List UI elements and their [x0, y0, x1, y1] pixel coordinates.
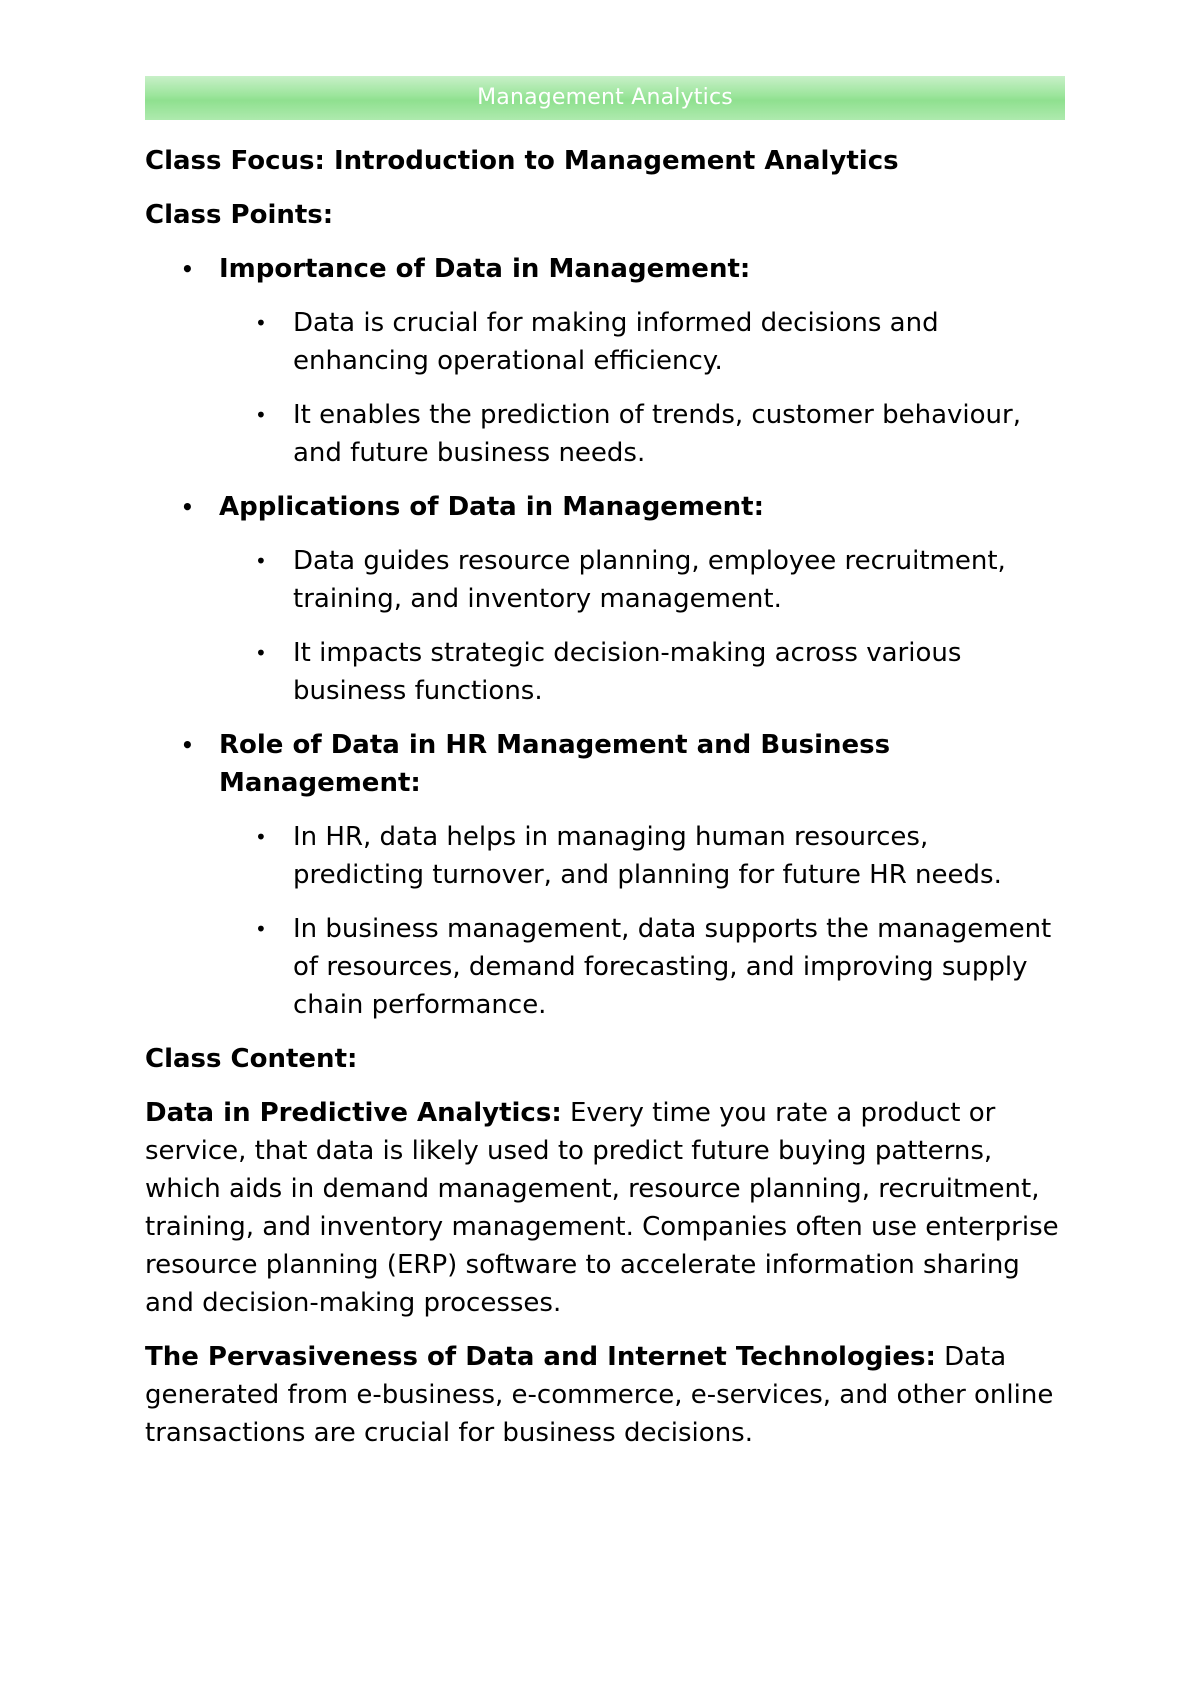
- bullet-item: [255, 818, 1065, 894]
- bullet-item-text: It enables the prediction of trends, customer behaviour, and future business needs.: [293, 400, 1021, 468]
- bullet-item-text: In HR, data helps in managing human resources, predicting turnover, and planning for future HR needs.: [293, 822, 1002, 890]
- bullet-icon: •: [255, 311, 267, 335]
- bullet-item-text: Data guides resource planning, employee recruitment, training, and inventory management.: [293, 546, 1006, 614]
- class-focus-heading: Class Focus: Introduction to Management Analytics: [145, 146, 899, 176]
- bullet-item: [255, 634, 1065, 710]
- class-points-heading: Class Points:: [145, 200, 334, 230]
- document-header: Management Analytics: [145, 76, 1065, 120]
- bullet-section-heading: [181, 250, 1065, 288]
- bullet-item: [255, 910, 1065, 1024]
- bullet-icon: •: [255, 825, 267, 849]
- section-heading-text: Role of Data in HR Management and Business Management:: [219, 730, 891, 798]
- bullet-item-text: Data is crucial for making informed decisions and enhancing operational efficiency.: [293, 308, 939, 376]
- bullet-icon: •: [181, 495, 194, 519]
- bullet-icon: •: [255, 403, 267, 427]
- bullet-item: [255, 304, 1065, 380]
- bullet-section-heading: [181, 488, 1065, 526]
- content-paragraph: [145, 1338, 1065, 1452]
- paragraph-lead: The Pervasiveness of Data and Internet Technologies:: [145, 1342, 936, 1372]
- bullet-item-text: In business management, data supports the management of resources, demand forecasting, and improving supply chain performance.: [293, 914, 1052, 1020]
- bullet-icon: •: [181, 733, 194, 757]
- section-heading-text: Importance of Data in Management:: [219, 254, 751, 284]
- paragraph-text: Every time you rate a product or service, that data is likely used to predict future buying patterns, which aids in demand management, resource planning, recruitment, training, and inventory management. Companies often use enterprise resource planning (ERP) software to accelerate information sharing and decision-making processes.: [145, 1098, 1059, 1318]
- bullet-section-heading: [181, 726, 1065, 802]
- class-content-heading: Class Content:: [145, 1044, 358, 1074]
- bullet-icon: •: [255, 641, 267, 665]
- bullet-icon: •: [255, 549, 267, 573]
- section-heading-text: Applications of Data in Management:: [219, 492, 764, 522]
- bullet-item: [255, 542, 1065, 618]
- document-page: [145, 76, 1065, 1452]
- paragraph-lead: Data in Predictive Analytics:: [145, 1098, 562, 1128]
- bullet-item-text: It impacts strategic decision-making across various business functions.: [293, 638, 962, 706]
- bullet-icon: •: [181, 257, 194, 281]
- bullet-item: [255, 396, 1065, 472]
- bullet-icon: •: [255, 917, 267, 941]
- content-paragraph: [145, 1094, 1065, 1322]
- paragraph-text: Data generated from e-business, e-commerce, e-services, and other online transactions are crucial for business decisions.: [145, 1342, 1054, 1448]
